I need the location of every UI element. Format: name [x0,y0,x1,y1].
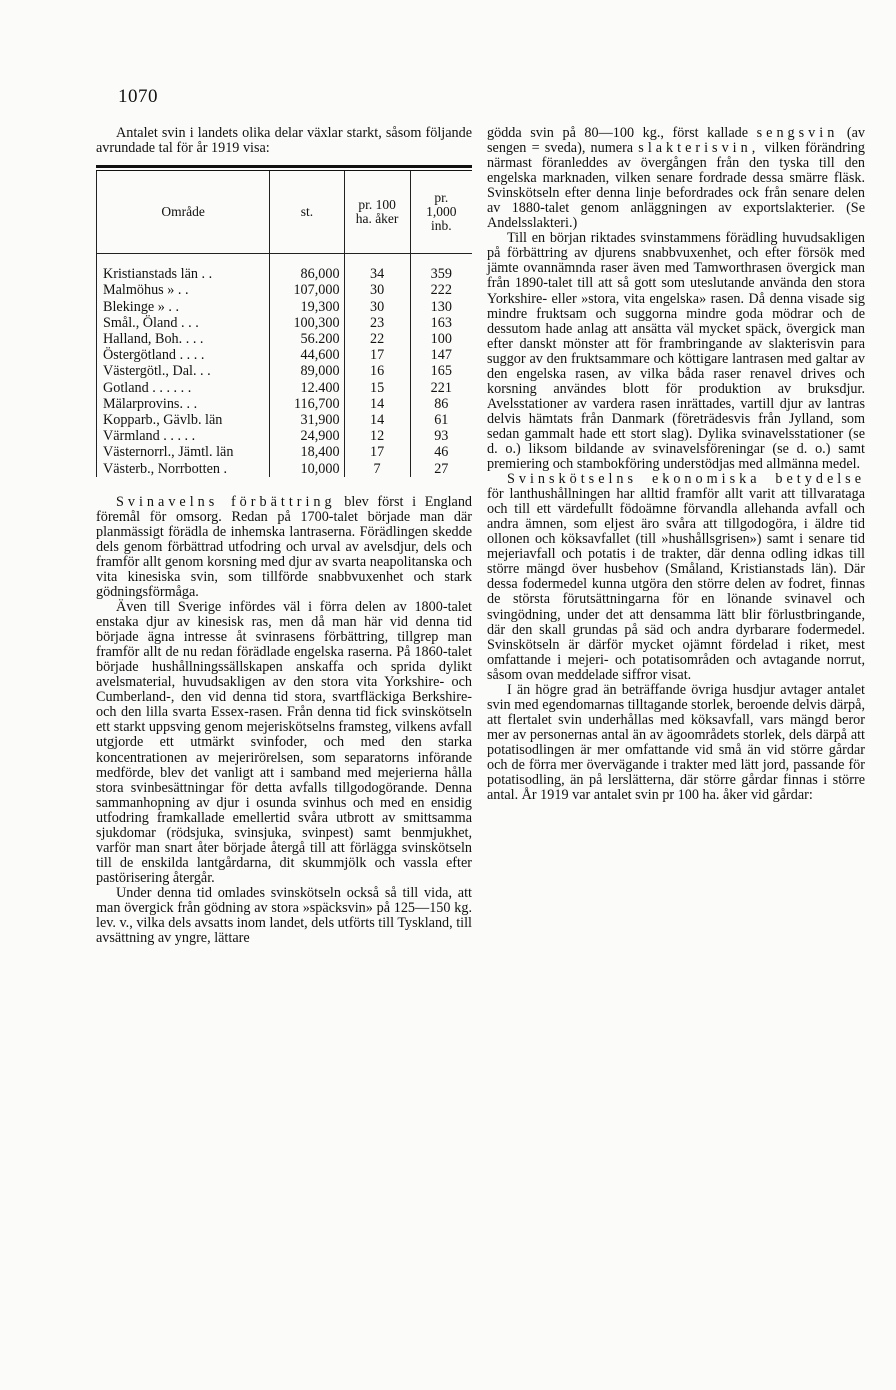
table-cell-per-ha: 22 [344,331,410,347]
table-cell-area: Gotland . . . . . . [97,380,270,396]
table-cell-per-ha: 23 [344,315,410,331]
table-cell-st: 89,000 [270,363,344,379]
header-per-inb [410,171,472,254]
table-cell-st: 18,400 [270,444,344,460]
right-paragraph-3 [487,472,865,683]
table-cell-per-inb: 100 [410,331,472,347]
right-paragraph-2: Till en början riktades svinstammens förädling huvudsakligen på förbättring av djurens snabbvuxenhet, och efter försök med jämte ovannämnda raser även med Tamworthrasen övergick man från 1890-talet till att så gott som uteslutande använda den stora Yorkshire- eller »stora, vita engelska» rasen. Då denna visade sig mindre fruktsam och suggorna mindre goda mödrar och de dessutom hade anlag att ansätta väl mycket späck, övergick man efter danskt mönster att för frambringande av slakterisvin para suggor av den fruktsammare och köttigare lantrasen med galtar av den engelska rasen, av vilka båda raser renavel drives och korsning användes blott för produktion av bruksdjur. Avelsstationer av vardera rasen inrättades, vartill djur av lantras delvis hämtats från Danmark (företrädesvis från Jylland, som sedan gammalt hade ett stort slag). Dylika svinavelsstationer (se d. o.) liksom bildande av svinavelsföreningar (se d. o.) samt premiering och stambokföring understödjas med allmänna medel. [487,230,865,473]
table-row [97,363,473,379]
table-cell-per-inb: 221 [410,380,472,396]
header-per-inb-line1: pr. [434,190,449,206]
table-cell-area: Malmöhus » . . [97,282,270,298]
table-cell-per-ha: 34 [344,266,410,282]
table-cell-st: 56.200 [270,331,344,347]
table-cell-per-inb: 165 [410,363,472,379]
right-p1-part-b: (av sengen = sveda), numera [487,125,865,157]
table-cell-per-inb: 130 [410,299,472,315]
right-paragraph-1 [487,126,865,231]
right-paragraph-4: I än högre grad än beträffande övriga husdjur avtager antalet svin med egendomarnas tilltagande storlek, beroende delvis därpå, att flertalet svin underhållas med köksavfall, vars mängd beror mer av personernas antal än av ägoområdets storlek, dels därpå att potatisodlingen är mer omfattande vid små än vid större gårdar och de förra mer övervägande i trakter med lätt jord, passande för potatisodling, än på lerslätterna, där större gårdar finnas i större antal. År 1919 var antalet svin pr 100 ha. åker vid gårdar: [487,681,865,804]
table-row [97,315,473,331]
table-cell-area: Mälarprovins. . . [97,396,270,412]
table-cell-per-inb: 46 [410,444,472,460]
table-cell-per-inb: 86 [410,396,472,412]
header-per-ha-line2: ha. åker [355,211,399,227]
header-per-ha-line1: pr. 100 [358,197,396,213]
right-p1-part-a: gödda svin på 80—100 kg., först kallade [487,125,757,141]
table-cell-area: Smål., Öland . . . [97,315,270,331]
table-cell-area: Västergötl., Dal. . . [97,363,270,379]
table-cell-area: Östergötland . . . . [97,347,270,363]
table-cell-area: Halland, Boh. . . . [97,331,270,347]
table-cell-area: Västernorrl., Jämtl. län [97,444,270,460]
table-header-row [97,171,473,254]
left-paragraph-2: Även till Sverige infördes väl i förra delen av 1800-talet enstaka djur av kinesisk ras, men då man här vid denna tid började ägna intresse åt svinrasens förbättring, tillgrep man framför allt de nu redan förädlade engelska raserna. På 1860-talet började hushållningssällskapen anskaffa och sprida dylikt avelsmaterial, huvudsakligen av den stora vita Yorkshire- och Cumberland-, den vid denna tid stora, svartfläckiga Berkshire- och den lilla svarta Essex-rasen. Från denna tid fick svinskötseln ett starkt uppsving genom mejeriskötselns framsteg, vilkens avfall utgjorde ett utmärkt svinfoder, och med den starka koncentrationen av mejerirörelsen, som separatorns införande medförde, blev det vanligt att i samband med mejerierna hålla stora svinbesättningar för detta avfalls tillgodogörande. Denna sammanhopning av djur i osunda svinhus och med en ensidig utfodring framkallade emellertid svåra utbrott av smittsamma sjukdomar (rödsjuka, svinsjuka, svinpest) samt benmjukhet, varför man snart åter började återgå till att förlägga svinskötseln till de enskilda lantgårdarna, dit skummjölk och vassla efter pastörisering återgår. [96,599,472,886]
table-cell-area: Kopparb., Gävlb. län [97,412,270,428]
right-paragraph-3-body: för lanthushållningen har alltid framför allt varit att tillvarataga och till ett värdefullt födoämne förvandla allehanda avfall och andra ämnen, som eljest äro svåra att tillgodogöra, i äldre tid ollonen och köksavfallet (till »hushållsgrisen») samt i senare tid mejeriavfall och potatis i de trakter, där denna odling idkas till större mängd över husbehov (Småland, Kristianstads län). Där dessa fodermedel kunna utgöra den större delen av fodret, finnas de största förutsättningarna för en lönande svinavel och svingödning, under det att densamma lätt blir förlustbringande, där den skall grundas på säd och andra dyrbarare fodermedel. Svinskötseln är därför mycket ojämnt fördelad i riket, mest omfattande i mejeri- och potatisområden och avtagande norrut, såsom ovan meddelade siffror visat. [487,486,865,683]
ekonomiska-heading: Svinskötselns ekonomiska betydelse [507,471,865,488]
table-cell-per-ha: 15 [344,380,410,396]
table-cell-st: 31,900 [270,412,344,428]
table-cell-st: 44,600 [270,347,344,363]
table-cell-per-inb: 163 [410,315,472,331]
table-cell-per-inb: 359 [410,266,472,282]
table-cell-per-ha: 17 [344,444,410,460]
left-paragraph-1 [96,495,472,600]
table-cell-per-ha: 14 [344,412,410,428]
table-cell-st: 86,000 [270,266,344,282]
right-column [487,126,865,803]
table-row [97,347,473,363]
table-cell-st: 10,000 [270,461,344,477]
left-column [96,126,472,946]
table-cell-per-inb: 61 [410,412,472,428]
table-cell-per-ha: 7 [344,461,410,477]
table-row [97,282,473,298]
table-cell-per-ha: 30 [344,299,410,315]
table-row [97,266,473,282]
table-row [97,412,473,428]
table-row [97,331,473,347]
table-cell-per-ha: 17 [344,347,410,363]
table-cell-per-ha: 16 [344,363,410,379]
left-paragraph-1-body: blev först i England föremål för omsorg. Redan på 1700-talet började man där planmässigt förädla de inhemska lantraserna. Förädlingen skedde dels genom förbättrad utfodring och urval av avelsdjur, dels och framför allt genom korsning med djur av svarta neapolitanska och vita kinesiska svin, som tillförde snabbvuxenhet och stark gödningsförmåga. [96,493,473,601]
table-spacer-row [97,254,473,267]
table-cell-per-inb: 93 [410,428,472,444]
table-row [97,461,473,477]
table-cell-st: 100,300 [270,315,344,331]
table-row [97,396,473,412]
table-cell-st: 19,300 [270,299,344,315]
table-cell-st: 116,700 [270,396,344,412]
table-cell-area: Västerb., Norrbotten . [97,461,270,477]
table-cell-area: Värmland . . . . . [97,428,270,444]
table-cell-per-ha: 30 [344,282,410,298]
slakterisvin-term: slakterisvin, [638,140,760,157]
table-cell-per-ha: 14 [344,396,410,412]
page-number: 1070 [118,86,158,107]
table-cell-per-ha: 12 [344,428,410,444]
table-body [97,254,473,477]
table-row [97,444,473,460]
table-cell-per-inb: 27 [410,461,472,477]
table-cell-st: 24,900 [270,428,344,444]
table-row [97,428,473,444]
svinaveln-heading: Svinavelns förbättring [116,493,336,510]
header-per-inb-line3: inb. [430,218,452,234]
table-cell-st: 107,000 [270,282,344,298]
right-p1-part-c: vilken förändring närmast föranleddes av övergången från den tyska till den engelska marknaden, vilken senare fordrade dessa smärre fläsk. Svinskötseln efter denna linje befordrades ock från senare delen av 1880-talet genom anläggningen av exportslakterier. (Se Andelsslakteri.) [487,140,865,232]
table-cell-st: 12.400 [270,380,344,396]
header-per-inb-line2: 1,000 [426,204,457,220]
table-cell-per-inb: 222 [410,282,472,298]
header-area: Område [97,171,270,254]
header-per-ha [344,171,410,254]
statistics-table-wrapper [96,165,472,477]
table-cell-area: Kristianstads län . . [97,266,270,282]
intro-paragraph: Antalet svin i landets olika delar växlar starkt, såsom följande avrundade tal för år 1919 visa: [96,125,472,157]
table-cell-area: Blekinge » . . [97,299,270,315]
statistics-table [96,171,472,477]
table-row [97,299,473,315]
sengsvin-term: sengsvin [756,125,839,141]
table-cell-per-inb: 147 [410,347,472,363]
header-st: st. [270,171,344,254]
table-row [97,380,473,396]
left-paragraph-3: Under denna tid omlades svinskötseln också så till vida, att man övergick från gödning av stora »späcksvin» på 125—150 kg. lev. v., vilka dels avsatts inom landet, dels utförts till Tyskland, till avsättning av yngre, lättare [96,884,472,947]
